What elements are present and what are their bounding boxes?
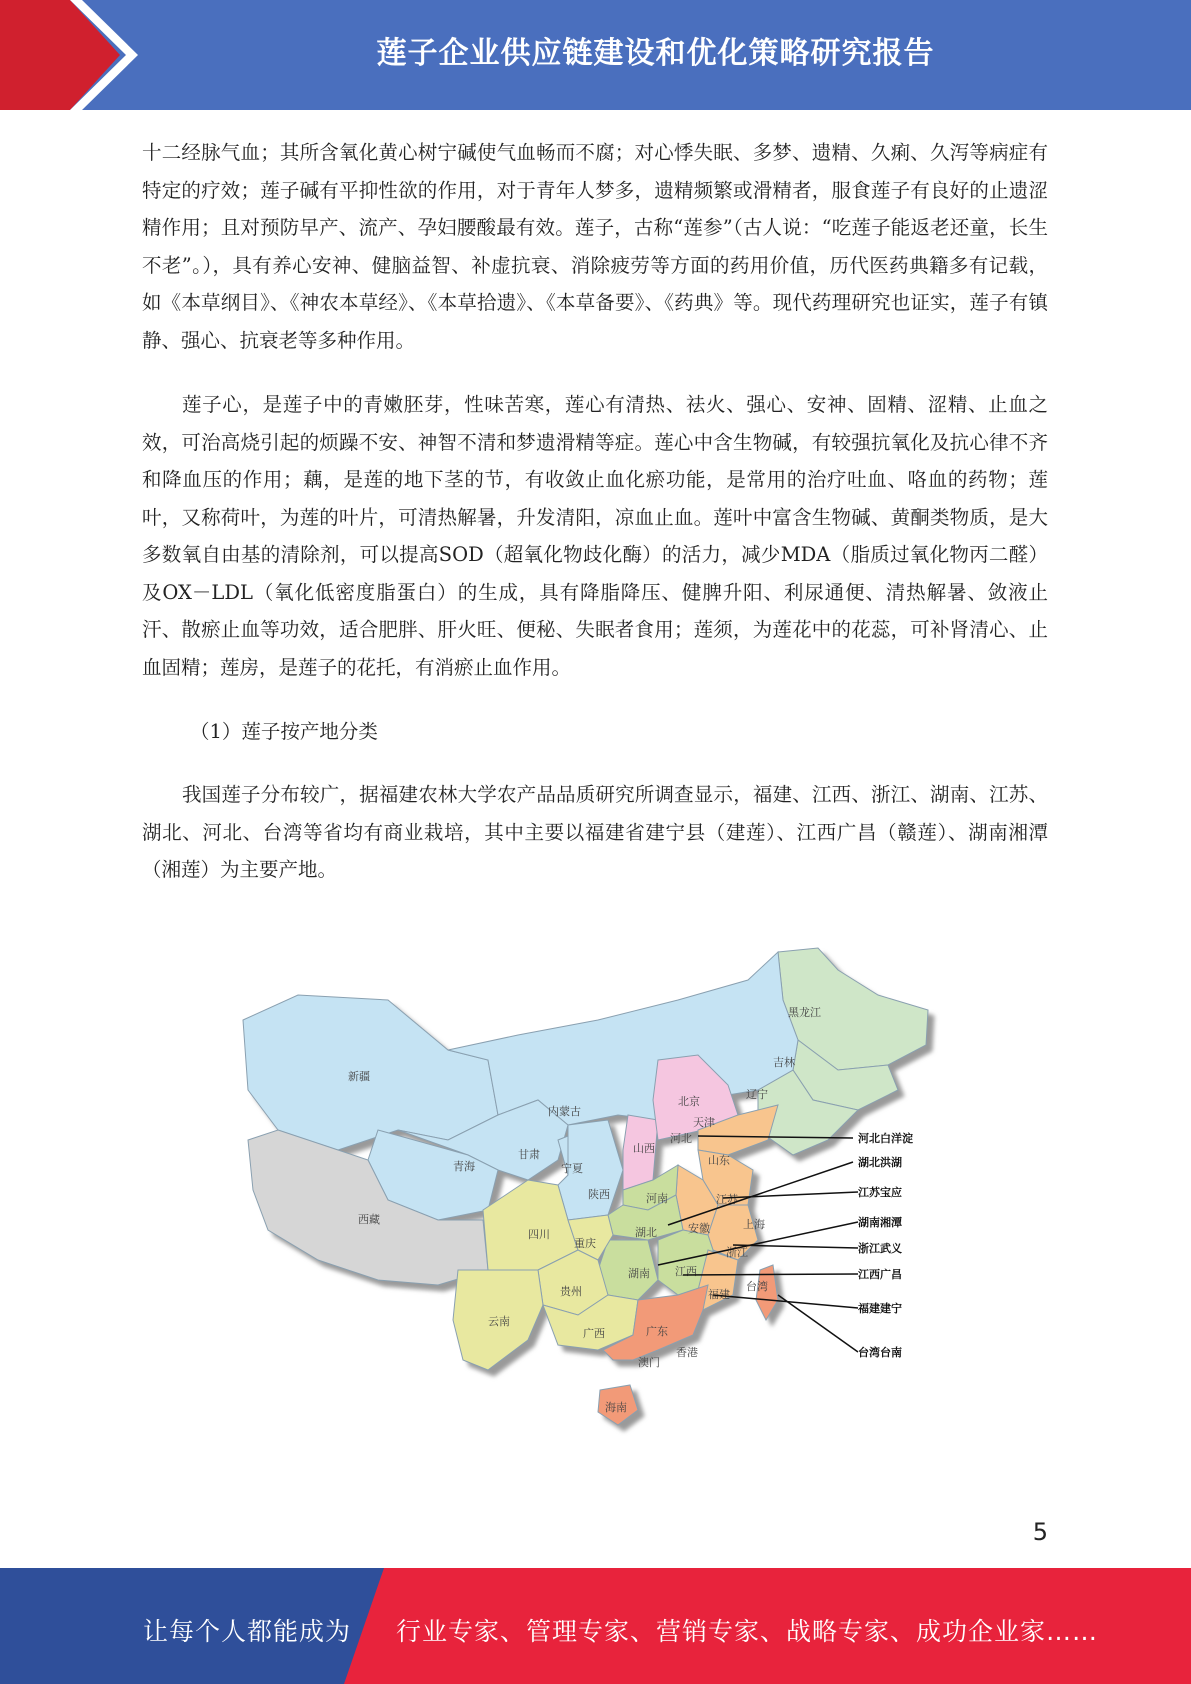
label-hainan: 海南: [605, 1401, 627, 1414]
label-jilin: 吉林: [773, 1056, 795, 1069]
section-heading: （1）莲子按产地分类: [190, 720, 378, 743]
paragraph-3: 我国莲子分布较广，据福建农林大学农产品品质研究所调查显示，福建、江西、浙江、湖南、江苏、湖北、河北、台湾等省均有商业栽培，其中主要以福建省建宁县（建莲）、江西广昌（赣莲）、湖南湘潭（湘莲）为主要产地。: [142, 783, 1048, 881]
paragraph-1: 十二经脉气血；其所含氧化黄心树宁碱使气血畅而不腐；对心悸失眠、多梦、遗精、久痢、久泻等病症有特定的疗效；莲子碱有平抑性欲的作用，对于青年人梦多，遗精频繁或滑精者，服食莲子有良好的止遗涩精作用；且对预防早产、流产、孕妇腰酸最有效。莲子，古称“莲参”（古人说：“吃莲子能返老还童，长生不老”。），具有养心安神、健脑益智、补虚抗衰、消除疲劳等方面的药用价值，历代医药典籍多有记载，如《本草纲目》、《神农本草经》、《本草拾遗》、《本草备要》、《药典》等。现代药理研究也证实，莲子有镇静、强心、抗衰老等多种作用。: [142, 141, 1048, 352]
callout-jiangxi-guangchang: 江西广昌: [858, 1268, 902, 1281]
region-xinjiang: [243, 995, 498, 1150]
label-anhui: 安徽: [688, 1222, 710, 1235]
label-beijing: 北京: [678, 1095, 700, 1108]
callout-hubei-honghu: 湖北洪湖: [858, 1156, 902, 1169]
label-fujian: 福建: [708, 1288, 730, 1301]
label-shandong: 山东: [708, 1154, 730, 1167]
label-tianjin: 天津: [693, 1116, 715, 1129]
label-taiwan: 台湾: [746, 1280, 768, 1293]
callout-taiwan-tainan: 台湾台南: [858, 1346, 902, 1359]
paragraph-2: 莲子心，是莲子中的青嫩胚芽，性味苦寒，莲心有清热、祛火、强心、安神、固精、涩精、止血之效，可治高烧引起的烦躁不安、神智不清和梦遗滑精等症。莲心中含生物碱，有较强抗氧化及抗心律不齐和降血压的作用；藕，是莲的地下茎的节，有收敛止血化瘀功能，是常用的治疗吐血、咯血的药物；莲叶，又称荷叶，为莲的叶片，可清热解暑，升发清阳，凉血止血。莲叶中富含生物碱、黄酮类物质，是大多数氧自由基的清除剂，可以提高SOD（超氧化物歧化酶）的活力，减少MDA（脂质过氧化物丙二醛）及OX－LDL（氧化低密度脂蛋白）的生成，具有降脂降压、健脾升阳、利尿通便、清热解暑、敛液止汗、散瘀止血等功效，适合肥胖、肝火旺、便秘、失眠者食用；莲须，为莲花中的花蕊，可补肾清心、止血固精；莲房，是莲子的花托，有消瘀止血作用。: [142, 393, 1048, 679]
label-liaoning: 辽宁: [746, 1088, 768, 1101]
label-heilongjiang: 黑龙江: [788, 1006, 821, 1019]
callout-labels: [857, 1131, 913, 1359]
footer-slogan-left: 让每个人都能成为: [143, 1617, 352, 1646]
label-gansu: 甘肃: [518, 1148, 540, 1161]
label-guizhou: 贵州: [560, 1285, 582, 1298]
china-lotus-production-map: [238, 940, 944, 1484]
label-henan: 河南: [646, 1192, 668, 1205]
label-yunnan: 云南: [488, 1315, 510, 1328]
label-shanxi: 山西: [633, 1142, 655, 1155]
label-xinjiang: 新疆: [348, 1070, 370, 1083]
footer-slogan-right: 行业专家、管理专家、营销专家、战略专家、成功企业家……: [396, 1617, 1099, 1646]
label-jiangxi: 江西: [675, 1265, 697, 1278]
label-shanghai: 上海: [743, 1218, 765, 1231]
label-jiangsu: 江苏: [716, 1193, 738, 1206]
label-neimenggu: 内蒙古: [548, 1105, 581, 1118]
label-guangdong: 广东: [646, 1325, 668, 1338]
label-guangxi: 广西: [583, 1327, 605, 1340]
label-hubei: 湖北: [635, 1226, 657, 1239]
callout-zhejiang-wuyi: 浙江武义: [858, 1242, 902, 1255]
callout-jiangsu-baoying: 江苏宝应: [858, 1186, 902, 1199]
label-qinghai: 青海: [453, 1160, 475, 1173]
label-xianggang: 香港: [676, 1346, 698, 1359]
report-title: 莲子企业供应链建设和优化策略研究报告: [376, 36, 935, 71]
page-number: 5: [1032, 1518, 1048, 1546]
label-sichuan: 四川: [528, 1228, 550, 1241]
page-header: [0, 0, 1191, 110]
label-zhejiang: 浙江: [726, 1246, 748, 1259]
label-hebei: 河北: [670, 1132, 692, 1145]
label-ningxia: 宁夏: [561, 1162, 583, 1175]
page-footer: [0, 1568, 1191, 1684]
label-aomen: 澳门: [638, 1356, 660, 1369]
label-xizang: 西藏: [358, 1213, 380, 1226]
callout-fujian-jianning: 福建建宁: [858, 1302, 902, 1315]
label-hunan: 湖南: [628, 1267, 650, 1280]
label-chongqing: 重庆: [574, 1237, 596, 1250]
callout-hunan-xiangtan: 湖南湘潭: [858, 1216, 902, 1229]
callout-hebei-baiyangdian: 河北白洋淀: [858, 1132, 913, 1145]
label-shaanxi: 陕西: [588, 1188, 610, 1201]
